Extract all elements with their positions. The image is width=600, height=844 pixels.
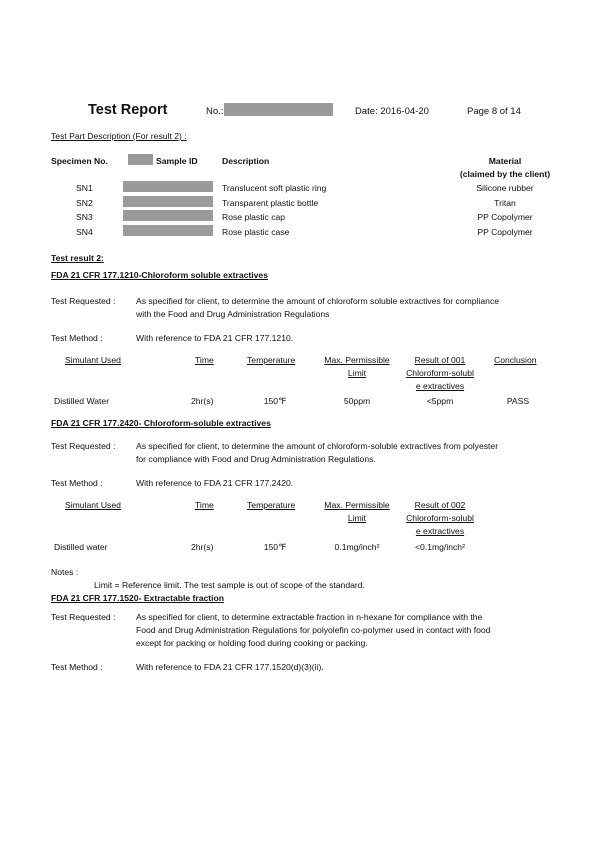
col-max-limit: Limit: [347, 513, 367, 523]
cell-simulant: Distilled Water: [54, 396, 110, 406]
col-description: Description: [222, 156, 270, 166]
section-title: FDA 21 CFR 177.2420- Chloroform-soluble extractives: [51, 418, 271, 428]
test-requested-label: Test Requested :: [51, 296, 116, 306]
test-result-heading: Test result 2:: [51, 253, 104, 263]
specimen-material: PP Copolymer: [477, 227, 533, 237]
col-material-note: (claimed by the client): [459, 169, 551, 179]
redacted-sample-id: [123, 225, 213, 236]
section-title: FDA 21 CFR 177.1520- Extractable fraction: [51, 593, 225, 603]
test-requested-text: As specified for client, to determine extractable fraction in n-hexane for compliance with the: [136, 612, 483, 622]
specimen-material: Tritan: [494, 198, 516, 208]
cell-time: 2hr(s): [191, 542, 214, 552]
redacted-sample-id: [123, 210, 213, 221]
cell-simulant: Distilled water: [54, 542, 108, 552]
cell-temperature: 150℉: [263, 396, 287, 406]
report-title: Test Report: [88, 102, 168, 118]
test-method-label: Test Method :: [51, 333, 103, 343]
report-date: Date: 2016-04-20: [355, 106, 429, 117]
col-simulant-used: Simulant Used: [65, 500, 121, 510]
col-sample-id: Sample ID: [156, 156, 198, 166]
col-result: Result of 002: [414, 500, 466, 510]
col-simulant-used: Simulant Used: [65, 355, 121, 365]
section-title: FDA 21 CFR 177.1210-Chloroform soluble extractives: [51, 270, 268, 280]
test-requested-text: As specified for client, to determine the amount of chloroform soluble extractives for compliance: [136, 296, 500, 306]
specimen-no: SN3: [76, 212, 93, 222]
specimen-no: SN1: [76, 183, 93, 193]
test-requested-text: Food and Drug Administration Regulations for polyolefin co-polymer used in contact with food: [136, 625, 491, 635]
cell-conclusion: PASS: [506, 396, 530, 406]
specimen-material: Silicone rubber: [476, 183, 534, 193]
col-specimen-no: Specimen No.: [51, 156, 108, 166]
redacted-sample-id: [123, 196, 213, 207]
redacted-report-number: [224, 103, 333, 116]
col-max-limit: Max. Permissible: [324, 355, 390, 365]
cell-limit: 50ppm: [343, 396, 371, 406]
cell-time: 2hr(s): [191, 396, 214, 406]
col-result: Chloroform-solubl: [406, 513, 474, 523]
test-requested-text: except for packing or holding food during cooking or packing.: [136, 638, 368, 648]
redacted-sample-id: [123, 181, 213, 192]
test-requested-text: with the Food and Drug Administration Regulations: [136, 309, 330, 319]
cell-limit: 0.1mg/inch²: [334, 542, 380, 552]
report-number-label: No.:: [206, 106, 224, 117]
test-requested-label: Test Requested :: [51, 441, 116, 451]
col-result: Chloroform-solubl: [406, 368, 474, 378]
specimen-material: PP Copolymer: [477, 212, 533, 222]
test-method-text: With reference to FDA 21 CFR 177.1210.: [136, 333, 294, 343]
specimen-description: Rose plastic case: [222, 227, 290, 237]
col-max-limit: Max. Permissible: [324, 500, 390, 510]
notes-label: Notes :: [51, 567, 79, 577]
specimen-no: SN4: [76, 227, 93, 237]
col-result: Result of 001: [414, 355, 466, 365]
col-time: Time: [195, 355, 214, 365]
test-method-label: Test Method :: [51, 662, 103, 672]
cell-result: <0.1mg/inch²: [415, 542, 465, 552]
col-conclusion: Conclusion: [494, 355, 537, 365]
col-material: Material: [488, 156, 522, 166]
cell-result: <5ppm: [426, 396, 454, 406]
test-method-text: With reference to FDA 21 CFR 177.2420.: [136, 478, 294, 488]
page-number: Page 8 of 14: [467, 106, 521, 117]
specimen-no: SN2: [76, 198, 93, 208]
notes-text: Limit = Reference limit. The test sample is out of scope of the standard.: [94, 580, 365, 590]
col-result: e extractives: [415, 526, 465, 536]
cell-temperature: 150℉: [263, 542, 287, 552]
test-requested-text: for compliance with Food and Drug Administration Regulations.: [136, 454, 376, 464]
col-temperature: Temperature: [247, 355, 296, 365]
specimen-description: Translucent soft plastic ring: [222, 183, 327, 193]
part-description-heading: Test Part Description (For result 2) :: [51, 131, 187, 141]
test-requested-label: Test Requested :: [51, 612, 116, 622]
col-result: e extractives: [415, 381, 465, 391]
col-time: Time: [195, 500, 214, 510]
specimen-description: Rose plastic cap: [222, 212, 286, 222]
redacted-header-box: [128, 154, 153, 165]
specimen-description: Transparent plastic bottle: [222, 198, 319, 208]
test-method-label: Test Method :: [51, 478, 103, 488]
col-temperature: Temperature: [247, 500, 296, 510]
test-requested-text: As specified for client, to determine the amount of chloroform-soluble extractives from polyester: [136, 441, 499, 451]
col-max-limit: Limit: [347, 368, 367, 378]
test-method-text: With reference to FDA 21 CFR 177.1520(d)(3)(ii).: [136, 662, 324, 672]
